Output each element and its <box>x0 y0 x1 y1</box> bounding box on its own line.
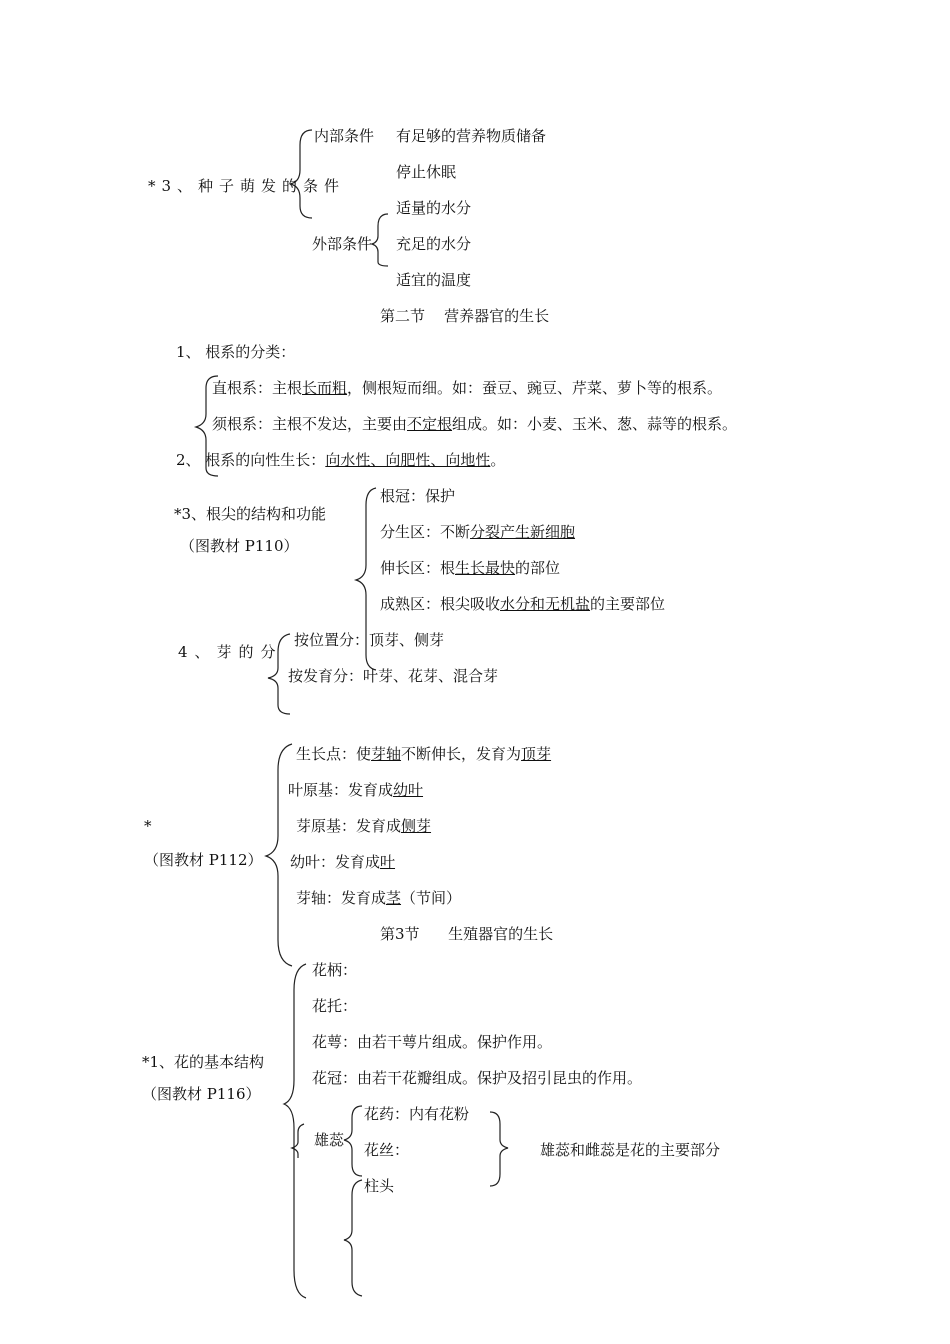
young-leaf-line: 幼叶：发育成叶 <box>290 853 396 871</box>
flower-structure-heading: *1、花的基本结构 <box>142 1053 265 1071</box>
brace-flower <box>284 964 306 1298</box>
bud-axis-line: 芽轴：发育成茎（节间） <box>296 889 462 907</box>
flower-figure-ref: （图教材 P116） <box>142 1085 261 1103</box>
brace-stamen <box>344 1106 362 1176</box>
brace-seed-main <box>290 130 312 218</box>
pistil-item: 柱头 <box>364 1177 395 1195</box>
flower-part-item: 花冠：由若干花瓣组成。保护及招引昆虫的作用。 <box>312 1069 643 1087</box>
internal-conditions-label: 内部条件 <box>314 127 375 145</box>
maturation-zone-line: 成熟区：根尖吸收水分和无机盐的主要部位 <box>380 595 666 613</box>
seed-conditions-heading: *3、种子萌发的条件 <box>148 177 346 195</box>
bud-types-heading: 4、芽的分 <box>178 643 283 661</box>
bud-figure-ref: （图教材 P112） <box>144 851 263 869</box>
brace-seed-external <box>372 214 388 266</box>
external-condition-item: 适宜的温度 <box>396 271 472 289</box>
root-tip-heading: *3、根尖的结构和功能 <box>174 505 327 523</box>
stamen-item: 花药：内有花粉 <box>364 1105 470 1123</box>
taproot-line: 直根系：主根长而粗，侧根短而细。如：蚕豆、豌豆、芹菜、萝卜等的根系。 <box>212 379 723 397</box>
bud-by-development: 按发育分：叶芽、花芽、混合芽 <box>288 667 499 685</box>
root-tip-figure-ref: （图教材 P110） <box>180 537 299 555</box>
bud-by-position: 按位置分：顶芽、侧芽 <box>294 631 445 649</box>
root-tropism-line: 2、 根系的向性生长：向水性、向肥性、向地性。 <box>176 451 506 469</box>
growth-point-line: 生长点：使芽轴不断伸长，发育为顶芽 <box>296 745 552 763</box>
root-system-classification-heading: 1、 根系的分类： <box>176 343 296 361</box>
external-condition-item: 适量的水分 <box>396 199 472 217</box>
meristem-zone-line: 分生区：不断分裂产生新细胞 <box>380 523 576 541</box>
stamen-item: 花丝： <box>364 1141 410 1159</box>
section-title-vegetative: 第二节 营养器官的生长 <box>380 307 550 325</box>
external-condition-item: 充足的水分 <box>396 235 472 253</box>
internal-condition-item: 停止休眠 <box>396 163 457 181</box>
external-conditions-label: 外部条件 <box>312 235 373 253</box>
fibrous-root-line: 须根系：主根不发达，主要由不定根组成。如：小麦、玉米、葱、蒜等的根系。 <box>212 415 738 433</box>
brace-bud-structure <box>266 744 292 966</box>
internal-condition-item: 有足够的营养物质储备 <box>396 127 547 145</box>
brace-pistil <box>344 1180 362 1296</box>
root-cap-line: 根冠：保护 <box>380 487 456 505</box>
flower-part-item: 花萼：由若干萼片组成。保护作用。 <box>312 1033 553 1051</box>
bud-structure-star: * <box>144 817 152 835</box>
stamen-label: 雄蕊 <box>314 1131 345 1149</box>
main-parts-note: 雄蕊和雌蕊是花的主要部分 <box>540 1141 721 1159</box>
flower-part-item: 花柄： <box>312 961 358 979</box>
flower-part-item: 花托： <box>312 997 358 1015</box>
section-title-reproductive: 第3节 生殖器官的生长 <box>380 925 554 943</box>
elongation-zone-line: 伸长区：根生长最快的部位 <box>380 559 561 577</box>
leaf-primordium-line: 叶原基：发育成幼叶 <box>288 781 424 799</box>
bud-primordium-line: 芽原基：发育成侧芽 <box>296 817 432 835</box>
brace-right-main <box>490 1112 508 1186</box>
brace-flower-small <box>292 1124 304 1158</box>
